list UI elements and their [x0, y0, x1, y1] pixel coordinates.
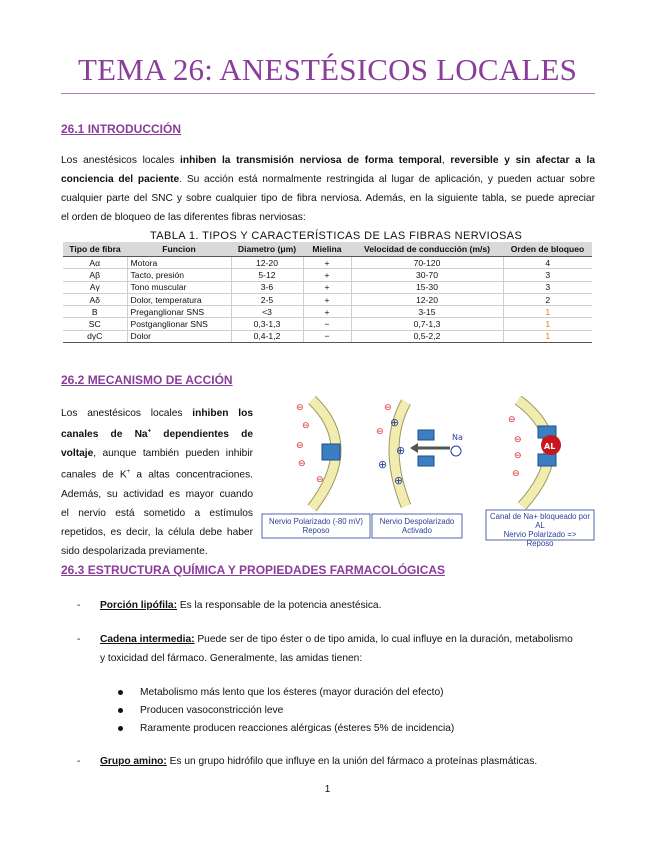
bullet-text: Raramente producen reacciones alérgicas (ésteres 5% de incidencia): [140, 723, 455, 734]
table-cell: Aα: [63, 257, 127, 269]
intro-text: . Su acción está normalmente restringida al lugar de aplicación, y pueden actuar sobre: [179, 174, 596, 185]
table-cell: B: [63, 306, 127, 318]
arrow-head-icon: [410, 443, 418, 453]
mech-line: Además, su actividad es mayor cuando: [61, 488, 253, 500]
mechanism-paragraph: [61, 404, 253, 561]
table-row: [63, 269, 592, 281]
table-row: [63, 306, 592, 318]
diagram-label-polarized: [262, 517, 370, 535]
sodium-channel-open-bottom: [418, 456, 434, 466]
table-cell: +: [303, 281, 351, 293]
bullet-text: Producen vasoconstricción leve: [140, 705, 284, 716]
table-cell: Aγ: [63, 281, 127, 293]
minus-icon: ⊖: [296, 403, 304, 413]
intro-text: ,: [441, 155, 451, 166]
dash-marker: -: [77, 756, 81, 767]
diagram-label-depolarized: [372, 517, 462, 535]
minus-icon: ⊖: [302, 421, 310, 431]
superscript: +: [147, 429, 152, 435]
table-cell: +: [303, 306, 351, 318]
term-label: Porción lipófila:: [100, 600, 177, 611]
diagram-label-line: Reposo: [302, 526, 330, 535]
term-label: Cadena intermedia:: [100, 634, 195, 645]
table-cell: 5-12: [231, 269, 303, 281]
drug-label: AL: [544, 442, 556, 451]
mech-text: , aunque también pueden inhibir: [93, 448, 253, 460]
mech-line: [61, 423, 253, 444]
table-cell: 12-20: [231, 257, 303, 269]
table-cell: −: [303, 318, 351, 330]
mech-line: el nervio está sometido a estímulos: [61, 507, 253, 519]
list-item-text: [100, 752, 537, 771]
table-cell: +: [303, 269, 351, 281]
column-header: Funcion: [127, 242, 231, 257]
table-row: [63, 293, 592, 305]
table-cell: 2-5: [231, 293, 303, 305]
column-header: Mielina: [303, 242, 351, 257]
intro-bold: reversible y sin afectar a la: [450, 155, 595, 166]
table-cell: 0,5-2,2: [351, 330, 503, 342]
table-cell: 4: [503, 257, 592, 269]
minus-icon: ⊖: [514, 451, 522, 461]
table-cell: 0,7-1,3: [351, 318, 503, 330]
table-cell: +: [303, 293, 351, 305]
mech-line: sido despolarizada previamente.: [61, 545, 208, 557]
bullet-icon: [118, 690, 123, 695]
column-header: Diametro (μm): [231, 242, 303, 257]
sodium-channel-closed: [322, 444, 340, 460]
title-divider: [61, 93, 595, 94]
mech-bold: dependientes de: [151, 429, 253, 441]
mech-bold: inhiben los: [192, 408, 253, 419]
intro-text: Los anestésicos locales: [61, 155, 181, 166]
table-cell: 30-70: [351, 269, 503, 281]
table-cell: 1: [503, 306, 592, 318]
superscript: +: [126, 469, 131, 476]
minus-icon: ⊖: [508, 415, 516, 425]
bullet-icon: [118, 726, 123, 731]
mech-line: [61, 404, 253, 423]
minus-icon: ⊖: [512, 469, 520, 479]
table-cell: <3: [231, 306, 303, 318]
table-cell: Tono muscular: [127, 281, 231, 293]
sodium-label: Na: [452, 433, 463, 442]
table-cell: Motora: [127, 257, 231, 269]
mech-text: Los anestésicos locales: [61, 408, 193, 419]
plus-icon: ⊕: [378, 458, 388, 471]
mech-bold: voltaje: [61, 448, 94, 460]
table-cell: 0,4-1,2: [231, 330, 303, 342]
list-item-text: [100, 630, 573, 649]
diagram-label-blocked: [486, 512, 594, 548]
table-row: [63, 318, 592, 330]
table-cell: Postganglionar SNS: [127, 318, 231, 330]
diagram-label-line: Reposo: [526, 539, 554, 548]
dash-marker: -: [77, 600, 81, 611]
term-text: Puede ser de tipo éster o de tipo amida, lo cual influye en la duración, metabolismo: [194, 634, 573, 645]
table-cell: 12-20: [351, 293, 503, 305]
table-cell: Preganglionar SNS: [127, 306, 231, 318]
sodium-ion-icon: [451, 446, 461, 456]
intro-line-2: [61, 170, 595, 189]
table-cell: 3-15: [351, 306, 503, 318]
section-heading-introduccion: 26.1 INTRODUCCIÓN: [61, 122, 182, 136]
bullet-text: Metabolismo más lento que los ésteres (mayor duración del efecto): [140, 687, 444, 698]
list-item-porcion-lipofila: [77, 596, 597, 615]
minus-icon: ⊖: [384, 403, 392, 413]
term-label: Grupo amino:: [100, 756, 167, 767]
diagram-label-line: Nervio Despolarizado: [379, 517, 455, 526]
dash-marker: -: [77, 634, 81, 645]
diagram-label-line: Activado: [402, 526, 432, 535]
table-cell: 2: [503, 293, 592, 305]
diagram-label-line: Canal de Na+ bloqueado por AL: [490, 512, 590, 530]
diagram-label-line: Nervio Polarizado (-80 mV): [268, 517, 364, 526]
term-text: Es la responsable de la potencia anestésica.: [176, 600, 382, 611]
table-cell: 3-6: [231, 281, 303, 293]
mech-line: [61, 463, 253, 484]
table-cell: 15-30: [351, 281, 503, 293]
diagram-label-line: Nervio Polarizado =>: [503, 530, 577, 539]
table-row: [63, 257, 592, 269]
list-item-cadena-intermedia: [77, 630, 597, 668]
table-cell: 1: [503, 318, 592, 330]
table-cell: Tacto, presión: [127, 269, 231, 281]
table-cell: Dolor, temperatura: [127, 293, 231, 305]
table-cell: 0,3-1,3: [231, 318, 303, 330]
intro-line-3: cualquier parte del SNC y sobre cualquier tipo de fibra nerviosa. Además, en la siguiente tabla, se puede apreciar: [61, 193, 595, 204]
table-cell: Dolor: [127, 330, 231, 342]
table-cell: −: [303, 330, 351, 342]
mech-line: repetidos, es decir, la célula debe haber: [61, 526, 253, 538]
section-heading-mecanismo: 26.2 MECANISMO DE ACCIÓN: [61, 373, 233, 387]
mech-text: canales de K: [61, 469, 127, 481]
page-number: 1: [324, 784, 331, 795]
table-cell: SC: [63, 318, 127, 330]
table-cell: 1: [503, 330, 592, 342]
table-cell: 3: [503, 269, 592, 281]
section-heading-estructura: 26.3 ESTRUCTURA QUÍMICA Y PROPIEDADES FARMACOLÓGICAS: [61, 563, 446, 577]
term-text: Es un grupo hidrófilo que influye en la unión del fármaco a proteínas plasmáticas.: [166, 756, 538, 767]
list-item-text: y toxicidad del fármaco. Generalmente, las amidas tienen:: [100, 653, 363, 664]
plus-icon: ⊕: [396, 444, 406, 457]
intro-line-1: [61, 151, 595, 170]
intro-bold: inhiben la transmisión nerviosa de forma temporal: [180, 155, 442, 166]
minus-icon: ⊖: [514, 435, 522, 445]
table-cell: Aδ: [63, 293, 127, 305]
bullet-icon: [118, 708, 123, 713]
column-header: Orden de bloqueo: [503, 242, 592, 257]
plus-icon: ⊕: [394, 474, 404, 487]
page-title: TEMA 26: ANESTÉSICOS LOCALES: [77, 52, 578, 87]
column-header: Velocidad de conducción (m/s): [351, 242, 503, 257]
column-header: Tipo de fibra: [63, 242, 127, 257]
table-row: [63, 330, 592, 342]
table-cell: Aβ: [63, 269, 127, 281]
table-caption: TABLA 1. TIPOS Y CARACTERÍSTICAS DE LAS FIBRAS NERVIOSAS: [150, 230, 523, 242]
intro-line-4: el orden de bloqueo de las diferentes fibras nerviosas:: [61, 212, 306, 223]
minus-icon: ⊖: [298, 459, 306, 469]
mech-bold: canales de Na: [61, 429, 148, 441]
mech-line: [61, 444, 253, 463]
sodium-channel-open-top: [418, 430, 434, 440]
table-cell: dγC: [63, 330, 127, 342]
minus-icon: ⊖: [376, 427, 384, 437]
mech-text: a altas concentraciones.: [130, 469, 253, 481]
minus-icon: ⊖: [316, 475, 324, 485]
nerve-fiber-table: [63, 242, 592, 343]
table-row: [63, 281, 592, 293]
intro-paragraph: [61, 151, 595, 227]
list-item-text: [100, 596, 381, 615]
sodium-channel-blocked-bottom: [538, 454, 556, 466]
table-header-row: [63, 242, 592, 257]
intro-bold: conciencia del paciente: [61, 174, 180, 185]
table-cell: 70-120: [351, 257, 503, 269]
table-cell: 3: [503, 281, 592, 293]
list-item-grupo-amino: [77, 752, 597, 771]
minus-icon: ⊖: [296, 441, 304, 451]
table-cell: +: [303, 257, 351, 269]
sodium-channel-diagram: [260, 396, 596, 546]
plus-icon: ⊕: [390, 416, 400, 429]
